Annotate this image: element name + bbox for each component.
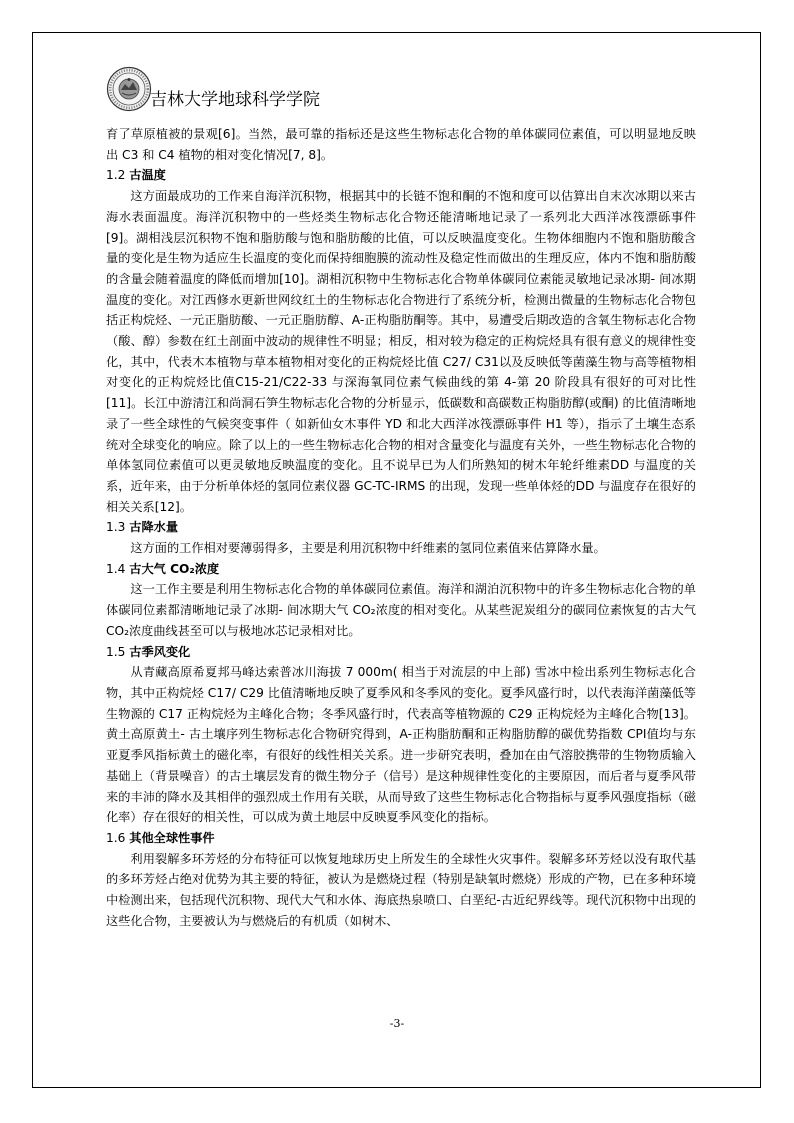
section-number: 1.2 — [106, 168, 126, 183]
university-seal-logo — [106, 66, 152, 112]
body-paragraph: 育了草原植被的景观[6]。当然，最可靠的指标还是这些生物标志化合物的单体碳同位素值，可以明显地反映出 C3 和 C4 植物的相对变化情况[7, 8]。 — [106, 127, 696, 162]
section-heading — [106, 165, 696, 186]
section-number: 1.4 — [106, 561, 126, 576]
section-title: 古降水量 — [129, 520, 179, 535]
institute-name: 吉林大学地球科学学院 — [150, 90, 320, 110]
body-paragraph: 这方面的工作相对要薄弱得多，主要是利用沉积物中纤维素的氢同位素值来估算降水量。 — [130, 541, 606, 556]
body-paragraph: 这方面最成功的工作来自海洋沉积物，根据其中的长链不饱和酮的不饱和度可以估算出自末次冰期以来古海水表面温度。海洋沉积物中的一些烃类生物标志化合物还能清晰地记录了一系列北大西洋冰筏漂砾事件[9]。湖相浅层沉积物不饱和脂肪酸与饱和脂肪酸的比值，可以反映温度变化。生物体细胞内不饱和脂肪酸含量的变化是生物为适应生长温度的变化而保持细胞膜的流动性及稳定性而做出的生理反应，体内不饱和脂肪酸的含量会随着温度的降低而增加[10]。湖相沉积物中生物标志化合物单体碳同位素能灵敏地记录冰期- 间冰期温度的变化。对江西修水更新世网纹红土的生物标志化合物进行了系统分析，检测出微量的生物标志化合物包括正构烷烃、一元正脂肪酸、一元正脂肪醇、A-正构脂肪酮等。其中，易遭受后期改造的含氧生物标志化合物（酸、醇）参数在红土剖面中波动的规律性不明显；相反，相对较为稳定的正构烷烃具有很有意义的规律性变化，其中，代表木本植物与草本植物相对变化的正构烷烃比值 C27/ C31以及反映低等菌藻生物与高等植物相对变化的正构烷烃比值C15-21/C22-33 与深海氧同位素气候曲线的第 4-第 20 阶段具有很好的可对比性[11]。长江中游清江和尚洞石笋生物标志化合物的分析显示，低碳数和高碳数正构脂肪醇(或酮) 的比值清晰地录了一些全球性的气候突变事件（ 如新仙女木事件 YD 和北大西洋冰筏漂砾事件 H1 等），指示了土壤生态系统对全球变化的响应。除了以上的一些生物标志化合物的相对含量变化与温度有关外，一些生物标志化合物的单体氢同位素值可以更灵敏地反映温度的变化。且不说早已为人们所熟知的树木年轮纤维素DD 与温度的关系，近年来，由于分析单体烃的氢同位素仪器 GC-TC-IRMS 的出现，发现一些单体烃的DD 与温度存在很好的相关关系[12]。 — [106, 189, 696, 514]
section-number: 1.3 — [106, 520, 126, 535]
section-title: 其他全球性事件 — [129, 830, 215, 845]
body-paragraph: 这一工作主要是利用生物标志化合物的单体碳同位素值。海洋和湖泊沉积物中的许多生物标志化合物的单体碳同位素都清晰地记录了冰期- 间冰期大气 CO₂浓度的相对变化。从某些泥炭组分的碳同位素恢复的古大气 CO₂浓度曲线甚至可以与极地冰芯记录相对比。 — [106, 582, 696, 638]
page-number: -3- — [389, 1017, 405, 1030]
section-number: 1.6 — [106, 830, 126, 845]
page-header — [106, 66, 706, 116]
section-title: 古季风变化 — [129, 644, 191, 659]
section-number: 1.5 — [106, 644, 126, 659]
section-heading — [106, 517, 696, 538]
body-paragraph: 从青藏高原希夏邦马峰达索普冰川海拔 7 000m( 相当于对流层的中上部) 雪冰中检出系列生物标志化合物，其中正构烷烃 C17/ C29 比值清晰地反映了夏季风和冬季风的变化。夏季风盛行时，以代表海洋菌藻低等生物源的 C17 正构烷烃为主峰化合物；冬季风盛行时，代表高等植物源的 C29 正构烷烃为主峰化合物[13]。黄土高原黄土- 古土壤序列生物标志化合物研究得到，A-正构脂肪酮和正构脂肪醇的碳优势指数 CPI值均与东亚夏季风指标黄土的磁化率，有很好的线性相关关系。进一步研究表明，叠加在由气溶胶携带的生物物质输入基础上（背景噪音）的古土壤层发育的微生物分子（信号）是这种规律性变化的主要原因，而后者与夏季风带来的丰沛的降水及其相伴的强烈成土作用有关联，从而导致了这些生物标志化合物指标与夏季风强度指标（磁化率）存在很好的相关性，可以成为黄土地层中反映夏季风变化的指标。 — [106, 665, 696, 825]
document-body — [106, 124, 696, 931]
section-heading — [106, 642, 696, 663]
section-heading — [106, 828, 696, 849]
section-title: 古大气 CO₂浓度 — [129, 561, 220, 576]
body-paragraph: 利用裂解多环芳烃的分布特征可以恢复地球历史上所发生的全球性火灾事件。裂解多环芳烃以没有取代基的多环芳烃占绝对优势为其主要的特征，被认为是燃烧过程（特别是缺氧时燃烧）形成的产物，已在多种环境中检测出来，包括现代沉积物、现代大气和水体、海底热泉喷口、白垩纪-古近纪界线等。现代沉积物中出现的这些化合物，主要被认为与燃烧后的有机质（如树木、 — [106, 851, 696, 928]
section-title: 古温度 — [129, 168, 166, 183]
section-heading — [106, 559, 696, 580]
